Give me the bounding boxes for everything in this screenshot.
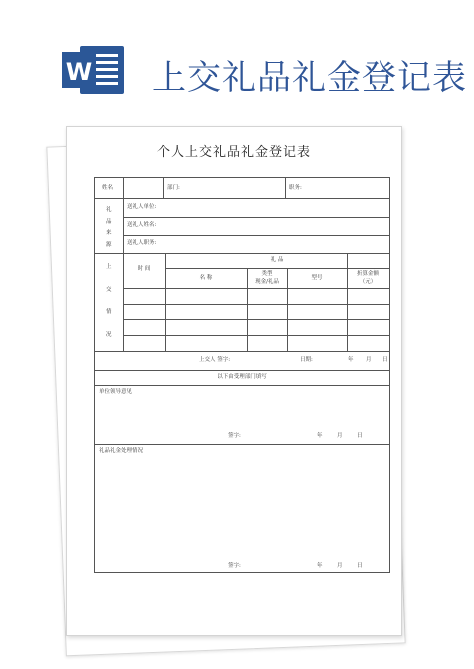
leader-year-label: 年 — [317, 433, 323, 439]
name-label: 姓名 — [102, 185, 114, 191]
gift-name-header: 名 称 — [199, 275, 213, 281]
type-subheader: 现金/礼品 — [255, 279, 279, 285]
word-icon — [60, 40, 130, 98]
gift-header: 礼 品 — [270, 257, 284, 263]
row-divider — [123, 235, 389, 236]
handling-day-label: 日 — [357, 563, 363, 569]
type-header: 类型 — [261, 271, 273, 277]
submit-side-label: 上 交 情 况 — [106, 264, 112, 338]
row-divider — [95, 253, 389, 254]
submitter-sign-label: 上交人 签字: — [199, 357, 231, 363]
row-divider — [165, 268, 389, 269]
row-divider — [95, 351, 389, 352]
submit-month-label: 月 — [366, 357, 372, 363]
source-side-label: 礼 品 来 源 — [106, 207, 112, 248]
column-divider — [247, 268, 248, 351]
leader-month-label: 月 — [337, 433, 343, 439]
document-page — [66, 126, 402, 636]
registration-form — [94, 177, 390, 573]
column-divider — [285, 178, 286, 198]
row-divider — [95, 370, 389, 371]
department-label: 部门: — [167, 185, 180, 191]
row-divider — [123, 304, 389, 305]
row-divider — [123, 217, 389, 218]
word-icon-letter: W — [65, 58, 93, 86]
column-divider — [163, 178, 164, 198]
handling-label: 礼品礼金处理情况 — [99, 448, 144, 454]
column-divider — [165, 253, 166, 351]
position-label: 职务: — [289, 185, 302, 191]
leader-opinion-label: 单位领导意见 — [99, 389, 133, 395]
giver-title-label: 送礼人职务: — [127, 240, 157, 246]
handling-sign-label: 签字: — [228, 563, 241, 569]
time-header: 时 间 — [137, 266, 151, 272]
row-divider — [95, 385, 389, 386]
submit-date-label: 日期: — [300, 357, 313, 363]
row-divider — [123, 335, 389, 336]
row-divider — [95, 198, 389, 199]
column-divider — [347, 253, 348, 351]
department-fill-notice: 以下由受理部门填写 — [217, 374, 267, 380]
submit-year-label: 年 — [348, 357, 354, 363]
row-divider — [95, 444, 389, 445]
column-divider — [287, 268, 288, 351]
column-divider — [123, 178, 124, 351]
handling-month-label: 月 — [337, 563, 343, 569]
row-divider — [123, 288, 389, 289]
amount-unit-header: （元） — [359, 279, 377, 285]
amount-header: 折算金额 — [356, 271, 380, 277]
row-divider — [123, 319, 389, 320]
submit-day-label: 日 — [382, 357, 388, 363]
document-title: 个人上交礼品礼金登记表 — [156, 145, 311, 160]
header-band — [0, 0, 474, 118]
banner-title: 上交礼品礼金登记表 — [152, 58, 467, 98]
leader-sign-label: 签字: — [228, 433, 241, 439]
handling-year-label: 年 — [317, 563, 323, 569]
model-header: 型号 — [311, 275, 323, 281]
giver-unit-label: 送礼人单位: — [127, 204, 157, 210]
leader-day-label: 日 — [357, 433, 363, 439]
giver-name-label: 送礼人姓名: — [127, 222, 157, 228]
